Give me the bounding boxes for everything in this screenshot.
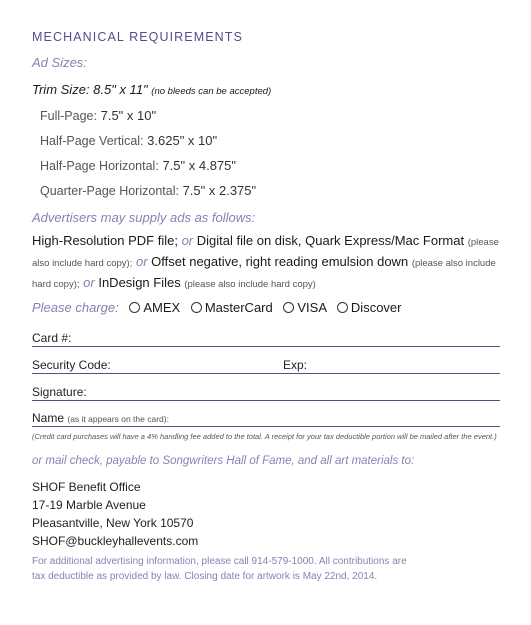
exp-label: Exp: — [283, 358, 308, 372]
mail-check-line: or mail check, payable to Songwriters Hall of Fame, and all art materials to: — [32, 455, 415, 467]
name-note: (as it appears on the card): — [67, 414, 169, 424]
option-offset-negative: Offset negative, right reading emulsion down — [151, 254, 409, 269]
card-number-label: Card #: — [32, 331, 72, 345]
trim-size-label: Trim Size: 8.5" x 11" — [32, 82, 148, 97]
credit-card-note: (Credit card purchases will have a 4% handling fee added to the total. A receipt for your tax deductible portion will be mailed after the event.) — [32, 432, 497, 441]
ad-sizes-label: Ad Sizes: — [32, 55, 87, 70]
size-value: 7.5" x 10" — [100, 108, 157, 123]
option-discover-label: Discover — [350, 300, 402, 315]
advertisers-intro: Advertisers may supply ads as follows: — [32, 210, 256, 225]
hard-copy-note: (please also include hard copy); — [32, 258, 496, 290]
size-value: 7.5" x 2.375" — [182, 183, 257, 198]
size-half-vertical — [40, 133, 217, 148]
option-digital-file: Digital file on disk, Quark Express/Mac Format — [196, 233, 465, 248]
or-text: or — [83, 275, 95, 290]
address-line: 17-19 Marble Avenue — [32, 498, 146, 512]
security-exp-field[interactable] — [32, 373, 500, 374]
option-pdf: High-Resolution PDF file; — [32, 233, 178, 248]
size-value: 7.5" x 4.875" — [162, 158, 236, 173]
trim-size-note: (no bleeds can be accepted) — [151, 86, 272, 97]
radio-discover[interactable] — [337, 302, 348, 313]
hard-copy-note: (please also include hard copy); — [32, 237, 499, 269]
option-visa-label: VISA — [297, 300, 327, 315]
signature-field[interactable] — [32, 400, 500, 401]
payment-options — [32, 300, 402, 315]
size-quarter-horizontal — [40, 183, 256, 198]
footer-line: For additional advertising information, please call 914-579-1000. All contributions are — [32, 556, 407, 567]
name-label-line — [32, 411, 169, 425]
size-label: Full-Page: — [40, 109, 97, 123]
security-code-label: Security Code: — [32, 358, 111, 372]
advertisers-options — [32, 231, 502, 294]
section-heading: MECHANICAL REQUIREMENTS — [32, 30, 243, 44]
address-line: SHOF Benefit Office — [32, 480, 141, 494]
or-text: or — [181, 233, 194, 248]
size-label: Half-Page Vertical: — [40, 134, 144, 148]
hard-copy-note: (please also include hard copy) — [184, 279, 316, 290]
or-text: or — [135, 254, 148, 269]
size-half-horizontal — [40, 158, 236, 173]
address-line: Pleasantville, New York 10570 — [32, 516, 194, 530]
trim-size-line — [32, 82, 271, 97]
size-label: Quarter-Page Horizontal: — [40, 184, 179, 198]
size-full-page — [40, 108, 156, 123]
card-number-field[interactable] — [32, 346, 500, 347]
option-indesign: InDesign Files — [98, 275, 181, 290]
option-amex-label: AMEX — [143, 300, 181, 315]
radio-amex[interactable] — [129, 302, 140, 313]
please-charge-label: Please charge: — [32, 300, 119, 315]
radio-visa[interactable] — [283, 302, 294, 313]
name-field[interactable] — [32, 426, 500, 427]
radio-mastercard[interactable] — [191, 302, 202, 313]
option-mastercard-label: MasterCard — [204, 300, 273, 315]
size-label: Half-Page Horizontal: — [40, 159, 159, 173]
name-label: Name — [32, 411, 65, 425]
footer-line: tax deductible as provided by law. Closing date for artwork is May 22nd, 2014. — [32, 571, 378, 582]
email-address[interactable]: SHOF@buckleyhallevents.com — [32, 534, 199, 548]
signature-label: Signature: — [32, 385, 87, 399]
size-value: 3.625" x 10" — [147, 133, 218, 148]
